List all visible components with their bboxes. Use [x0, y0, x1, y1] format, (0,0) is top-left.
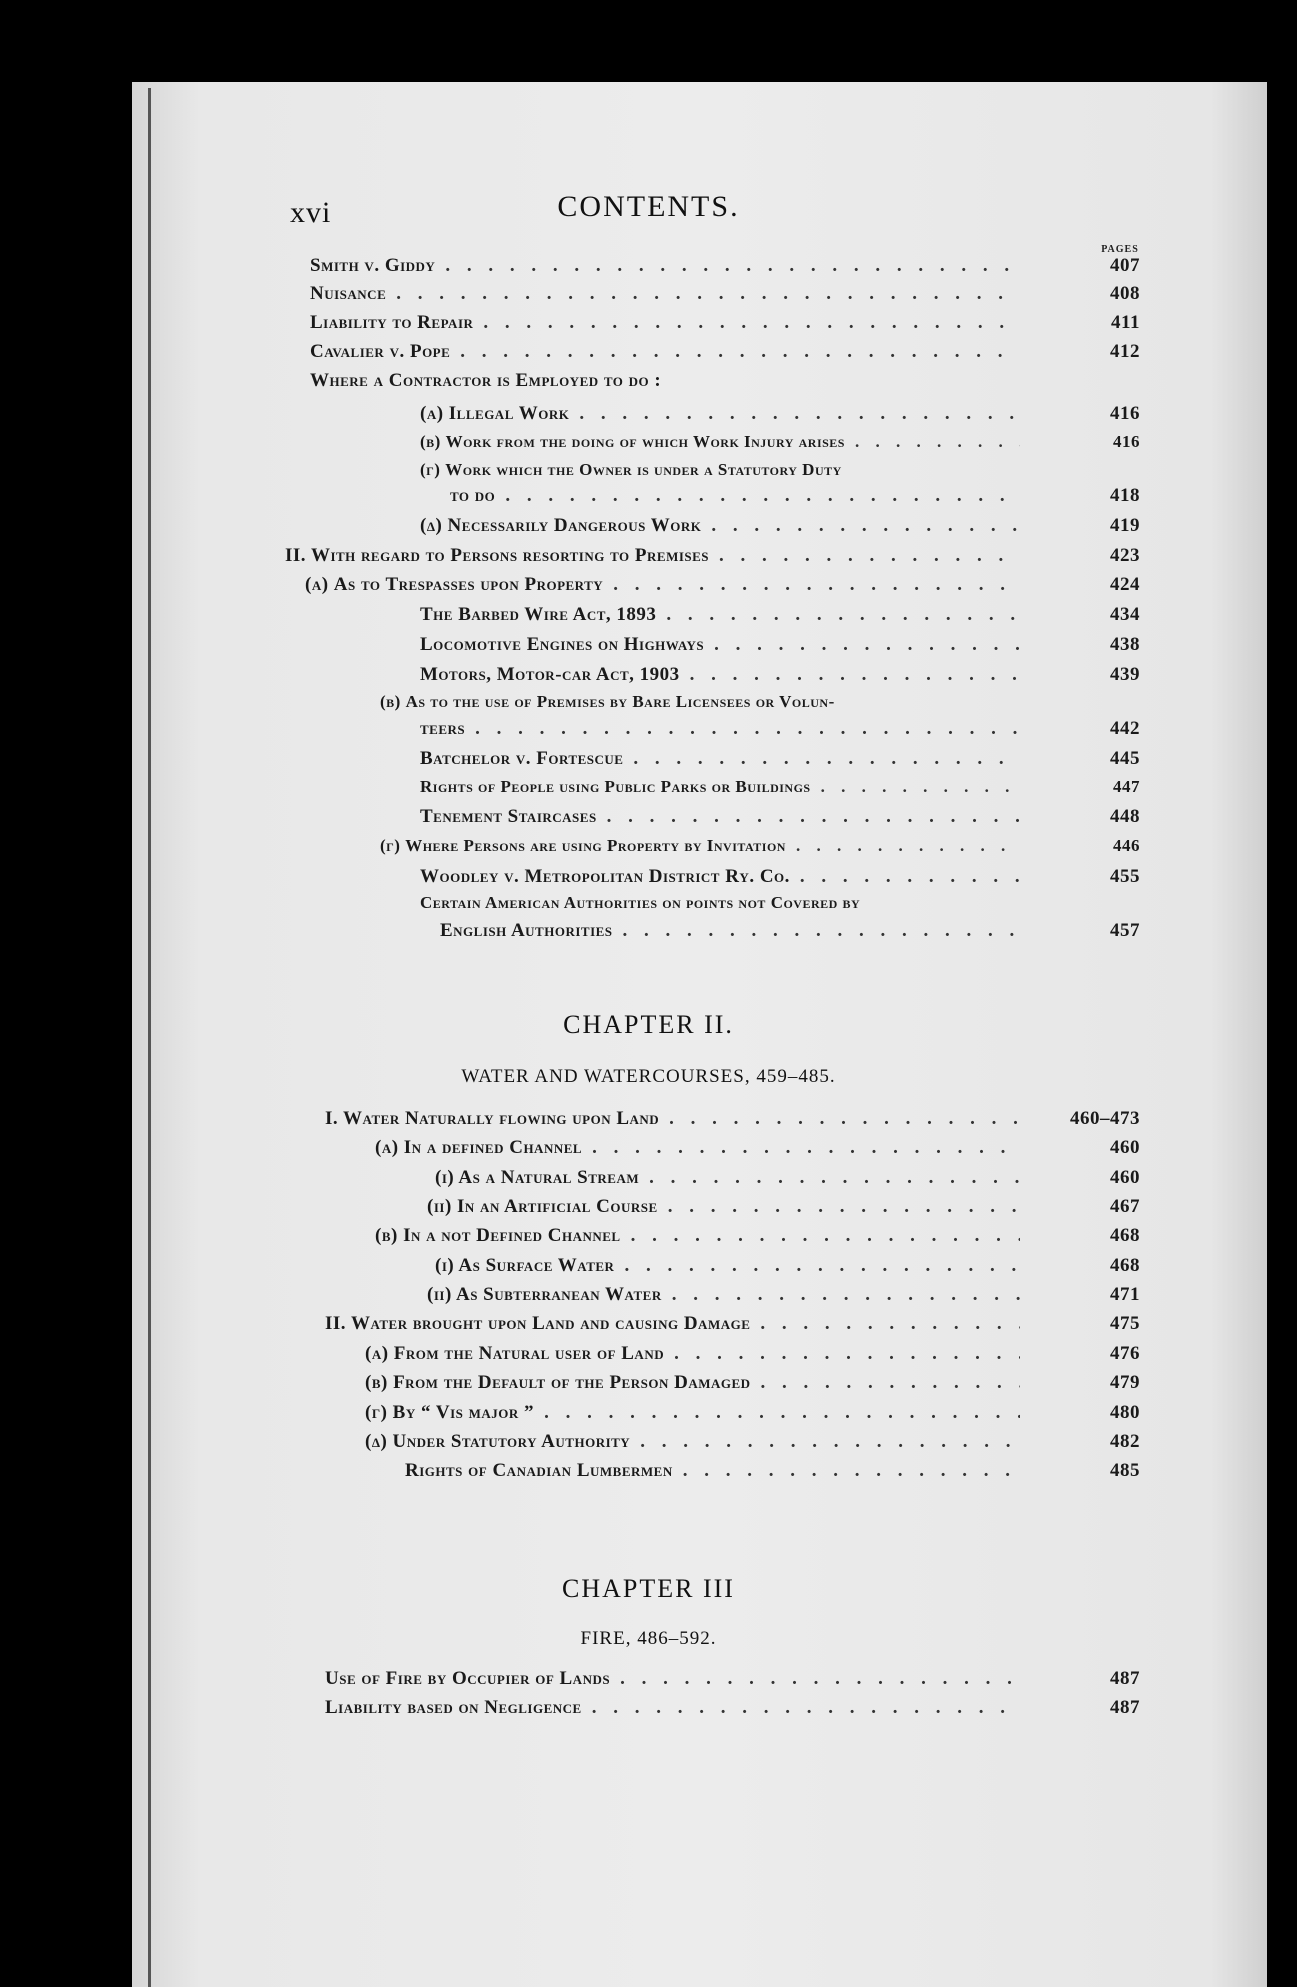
toc-entry — [420, 664, 1140, 686]
toc-entry-label: Rights of Canadian Lumbermen — [405, 1460, 673, 1481]
page-number: xvi — [290, 196, 332, 229]
toc-entry — [310, 370, 1140, 392]
toc-entry-label: II. With regard to Persons resorting to Premises — [285, 545, 710, 566]
toc-entry-page: 471 — [1110, 1284, 1140, 1305]
toc-entry-page: 438 — [1110, 634, 1140, 655]
toc-entry-page: 445 — [1110, 748, 1140, 769]
toc-entry-label: Batchelor v. Fortescue — [420, 748, 624, 769]
toc-entry-label: (γ) Work which the Owner is under a Statutory Duty — [420, 460, 842, 479]
toc-entry-label: (α) Illegal Work — [420, 403, 570, 424]
toc-entry — [420, 403, 1140, 425]
toc-entry-page: 468 — [1110, 1225, 1140, 1246]
toc-entry-label: Locomotive Engines on Highways — [420, 634, 705, 655]
toc-entry — [427, 1196, 1140, 1218]
toc-entry-label: (α) As to Trespasses upon Property — [305, 574, 604, 595]
toc-entry-page: 407 — [1110, 255, 1140, 276]
toc-entry — [365, 1343, 1140, 1365]
toc-entry-label: II. Water brought upon Land and causing Damage — [325, 1313, 751, 1334]
toc-entry — [325, 1668, 1140, 1690]
toc-entry-label: to do — [450, 485, 496, 506]
toc-entry-label: (β) From the Default of the Person Damaged — [365, 1372, 751, 1393]
toc-entry-label: (i) As Surface Water — [435, 1255, 615, 1276]
toc-entry — [310, 255, 1140, 277]
toc-entry-page: 485 — [1110, 1460, 1140, 1481]
toc-entry-label: Motors, Motor-car Act, 1903 — [420, 664, 680, 685]
toc-entry — [325, 1313, 1140, 1335]
toc-entry — [310, 341, 1140, 363]
toc-entry-label: (δ) Necessarily Dangerous Work — [420, 515, 702, 536]
toc-entry — [420, 777, 1140, 797]
toc-entry-page: 468 — [1110, 1255, 1140, 1276]
pages-column-heading: PAGES — [1101, 244, 1139, 255]
toc-entry — [405, 1460, 1140, 1482]
toc-entry-page: 416 — [1110, 403, 1140, 424]
toc-entry-label: (ii) As Subterranean Water — [427, 1284, 662, 1305]
toc-entry-page: 487 — [1110, 1697, 1140, 1718]
toc-entry-page: 419 — [1110, 515, 1140, 536]
toc-entry — [440, 920, 1140, 942]
toc-entry-label: I. Water Naturally flowing upon Land — [325, 1108, 660, 1129]
toc-entry — [420, 748, 1140, 770]
toc-entry-label: Nuisance — [310, 283, 387, 304]
toc-entry-page: 434 — [1110, 604, 1140, 625]
toc-entry-page: 416 — [1113, 432, 1140, 451]
toc-entry-label: teers — [420, 718, 466, 739]
chapter-subtitle: WATER AND WATERCOURSES, 459–485. — [461, 1066, 836, 1087]
toc-entry-page: 460–473 — [1070, 1108, 1140, 1129]
chapter-heading: CHAPTER II. — [563, 1010, 734, 1039]
toc-entry-label: (β) Work from the doing of which Work Injury arises — [420, 432, 845, 451]
toc-entry-label: (β) In a not Defined Channel — [375, 1225, 621, 1246]
toc-entry-page: 448 — [1110, 806, 1140, 827]
toc-entry-page: 446 — [1113, 836, 1140, 855]
toc-entry-page: 408 — [1110, 283, 1140, 304]
toc-entry — [325, 1108, 1140, 1130]
toc-entry-label: Tenement Staircases — [420, 806, 597, 827]
toc-entry-label: The Barbed Wire Act, 1893 — [420, 604, 657, 625]
toc-entry — [435, 1255, 1140, 1277]
chapter-heading: CHAPTER III — [562, 1574, 735, 1603]
toc-entry — [420, 432, 1140, 452]
toc-entry — [365, 1431, 1140, 1453]
toc-entry-label: Smith v. Giddy — [310, 255, 436, 276]
toc-entry — [310, 312, 1140, 334]
toc-entry — [365, 1402, 1140, 1424]
toc-entry — [380, 692, 1140, 712]
toc-entry — [305, 574, 1140, 596]
toc-entry-label: Use of Fire by Occupier of Lands — [325, 1668, 611, 1689]
toc-entry-page: 424 — [1110, 574, 1140, 595]
toc-entry — [365, 1372, 1140, 1394]
chapter-subtitle: FIRE, 486–592. — [580, 1628, 717, 1649]
toc-entry-label: (γ) Where Persons are using Property by Invitation — [380, 836, 786, 855]
toc-entry-label: Liability to Repair — [310, 312, 474, 333]
toc-entry-page: 418 — [1110, 485, 1140, 506]
toc-entry-page: 455 — [1110, 866, 1140, 887]
toc-entry-page: 480 — [1110, 1402, 1140, 1423]
toc-entry — [420, 893, 1140, 913]
toc-entry-page: 460 — [1110, 1137, 1140, 1158]
toc-entry-page: 423 — [1110, 545, 1140, 566]
toc-entry-page: 447 — [1113, 777, 1140, 796]
toc-entry-page: 479 — [1110, 1372, 1140, 1393]
toc-entry — [420, 634, 1140, 656]
toc-entry-label: English Authorities — [440, 920, 613, 941]
toc-entry — [285, 545, 1140, 567]
toc-entry-label: Woodley v. Metropolitan District Ry. Co. — [420, 866, 790, 887]
toc-entry-page: 467 — [1110, 1196, 1140, 1217]
toc-entry-label: Liability based on Negligence — [325, 1697, 582, 1718]
toc-entry — [375, 1137, 1140, 1159]
toc-entry-page: 487 — [1110, 1668, 1140, 1689]
toc-entry — [325, 1697, 1140, 1719]
toc-entry-label: (δ) Under Statutory Authority — [365, 1431, 631, 1452]
toc-entry — [450, 485, 1140, 507]
toc-entry — [420, 806, 1140, 828]
toc-entry-page: 476 — [1110, 1343, 1140, 1364]
toc-entry — [420, 866, 1140, 888]
toc-entry-page: 460 — [1110, 1167, 1140, 1188]
toc-entry — [420, 460, 1140, 480]
toc-entry-label: (i) As a Natural Stream — [435, 1167, 640, 1188]
page-title: CONTENTS. — [557, 190, 740, 223]
toc-entry-page: 412 — [1110, 341, 1140, 362]
toc-entry — [420, 515, 1140, 537]
toc-entry-label: (α) In a defined Channel — [375, 1137, 583, 1158]
toc-entry-label: Cavalier v. Pope — [310, 341, 451, 362]
toc-entry-label: (ii) In an Artificial Course — [427, 1196, 658, 1217]
toc-entry — [380, 836, 1140, 856]
toc-entry — [427, 1284, 1140, 1306]
toc-entry-label: (γ) By “ Vis major ” — [365, 1402, 535, 1423]
toc-entry — [310, 283, 1140, 305]
toc-entry-label: (β) As to the use of Premises by Bare Licensees or Volun- — [380, 692, 835, 711]
toc-entry-page: 457 — [1110, 920, 1140, 941]
toc-entry — [375, 1225, 1140, 1247]
toc-entry-label: Rights of People using Public Parks or Buildings — [420, 777, 811, 796]
toc-entry-label: (α) From the Natural user of Land — [365, 1343, 665, 1364]
toc-entry-label: Where a Contractor is Employed to do : — [310, 370, 662, 391]
toc-entry — [420, 604, 1140, 626]
toc-entry — [420, 718, 1140, 740]
toc-entry-page: 411 — [1111, 312, 1140, 333]
toc-entry-page: 439 — [1110, 664, 1140, 685]
toc-entry-page: 442 — [1110, 718, 1140, 739]
toc-entry — [435, 1167, 1140, 1189]
toc-entry-label: Certain American Authorities on points not Covered by — [420, 893, 861, 912]
toc-entry-page: 482 — [1110, 1431, 1140, 1452]
toc-entry-page: 475 — [1110, 1313, 1140, 1334]
